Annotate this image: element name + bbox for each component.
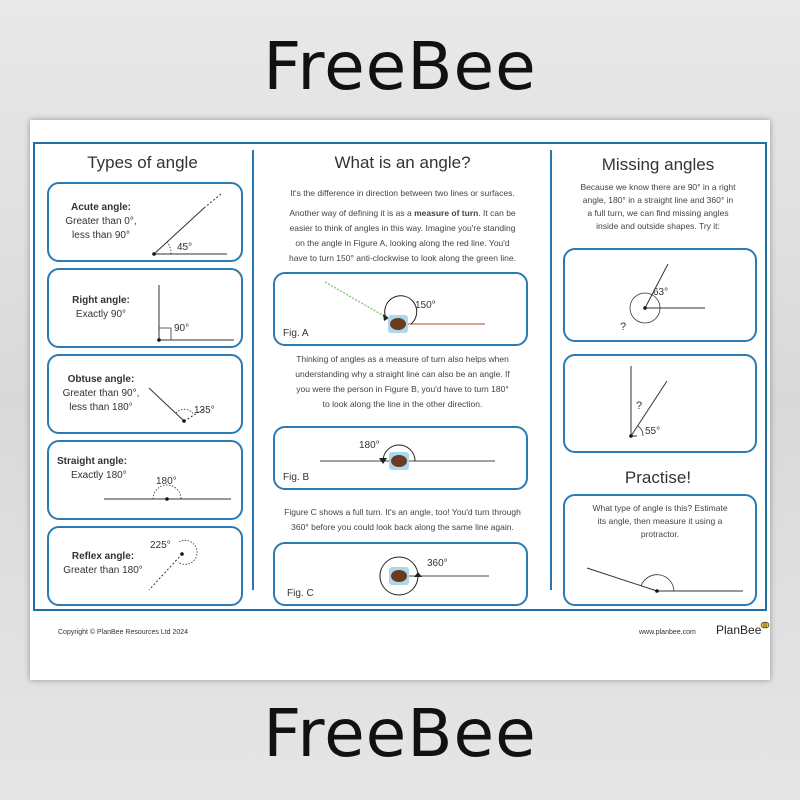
obtuse-angle-text: Obtuse angle: Greater than 90°, less than 180° <box>62 374 140 413</box>
acute-angle-diagram <box>149 184 239 260</box>
figure-a-label: Fig. A <box>283 328 309 339</box>
reflex-angle-text: Reflex angle: Greater than 180° <box>63 551 143 576</box>
acute-angle-name: Acute angle <box>70 202 128 213</box>
straight-line-paragraph: Thinking of angles as a measure of turn also helps when understanding why a straight line can also be an angle. If you were the person in Figure B, you'd have to turn 180° to look along the line in the other direction. <box>295 354 510 409</box>
worksheet <box>30 120 770 680</box>
figure-b-degree: 180° <box>359 440 380 451</box>
straight-angle-text: Straight angle: Exactly 180° <box>57 456 128 481</box>
figure-b-label: Fig. B <box>283 472 310 483</box>
figure-c-card <box>273 542 528 606</box>
acute-angle-card <box>47 182 243 262</box>
figure-a-degree: 150° <box>415 300 436 311</box>
measure-of-turn-paragraph: Another way of defining it is as a measure of turn. It can be easier to think of angles in this way. Imagine you're standing on the angle in Figure A, looking along the red line. You'd have to turn 150° anti-clockwise to look along the green line. <box>289 208 516 263</box>
figure-c-label: Fig. C <box>287 588 314 599</box>
what-is-an-angle-title: What is an angle? <box>334 153 471 172</box>
bee-icon <box>760 619 770 629</box>
obtuse-angle-degree: 135° <box>194 405 215 416</box>
missing-angle-example-2-diagram <box>565 356 755 451</box>
missing-angle-example-1-degree: 63° <box>653 287 669 298</box>
figure-c-diagram <box>275 544 526 604</box>
straight-angle-card <box>47 440 243 520</box>
banner-top: FreeBee <box>263 28 537 105</box>
missing-angle-example-1-card <box>563 248 757 342</box>
figure-a-diagram <box>275 274 526 344</box>
missing-angle-example-1-diagram <box>565 250 755 340</box>
right-angle-card <box>47 268 243 348</box>
reflex-angle-degree: 225° <box>150 540 171 551</box>
straight-angle-degree: 180° <box>156 476 177 487</box>
banner-bottom: FreeBee <box>263 695 537 772</box>
copyright-text: Copyright © PlanBee Resources Ltd 2024 <box>58 629 189 636</box>
missing-angles-title: Missing angles <box>601 155 715 174</box>
right-angle-degree: 90° <box>174 323 190 334</box>
figure-c-degree: 360° <box>427 558 448 569</box>
acute-angle-text: Acute angle: Greater than 0°, less than 90° <box>65 202 137 241</box>
website-url: www.planbee.com <box>639 629 696 636</box>
missing-angle-example-2-card <box>563 354 757 453</box>
reflex-angle-diagram <box>144 528 239 604</box>
straight-angle-diagram <box>49 442 241 518</box>
obtuse-angle-card <box>47 354 243 434</box>
practise-diagram <box>565 496 755 604</box>
missing-angles-paragraph: Because we know there are 90° in a right angle, 180° in a straight line and 360° in a full turn, we can find missing angles inside and outside shapes. Try it: <box>580 182 736 231</box>
missing-angle-example-1-question: ? <box>620 321 627 333</box>
full-turn-paragraph: Figure C shows a full turn. It's an angle, too! You'd turn through 360° before you could look back along the same line again. <box>284 507 521 532</box>
types-of-angle-title: Types of angle <box>87 153 198 172</box>
right-angle-diagram <box>149 270 239 346</box>
practise-text: What type of angle is this? Estimate its angle, then measure it using a protractor. <box>592 503 728 539</box>
figure-b-diagram <box>275 428 526 488</box>
missing-angle-example-2-question: ? <box>636 400 643 412</box>
right-angle-text: Right angle: Exactly 90° <box>72 295 130 320</box>
figure-a-card <box>273 272 528 346</box>
practise-title: Practise! <box>624 468 692 487</box>
obtuse-angle-diagram <box>144 356 239 432</box>
figure-b-card <box>273 426 528 490</box>
missing-angle-example-2-degree: 55° <box>645 426 661 437</box>
column-divider-right <box>550 150 552 590</box>
practise-card <box>563 494 757 606</box>
column-divider-left <box>252 150 254 590</box>
planbee-logo: PlanBee <box>716 623 762 637</box>
reflex-angle-card <box>47 526 243 606</box>
definition-paragraph: It's the difference in direction between two lines or surfaces. <box>290 188 515 198</box>
acute-angle-degree: 45° <box>177 242 193 253</box>
